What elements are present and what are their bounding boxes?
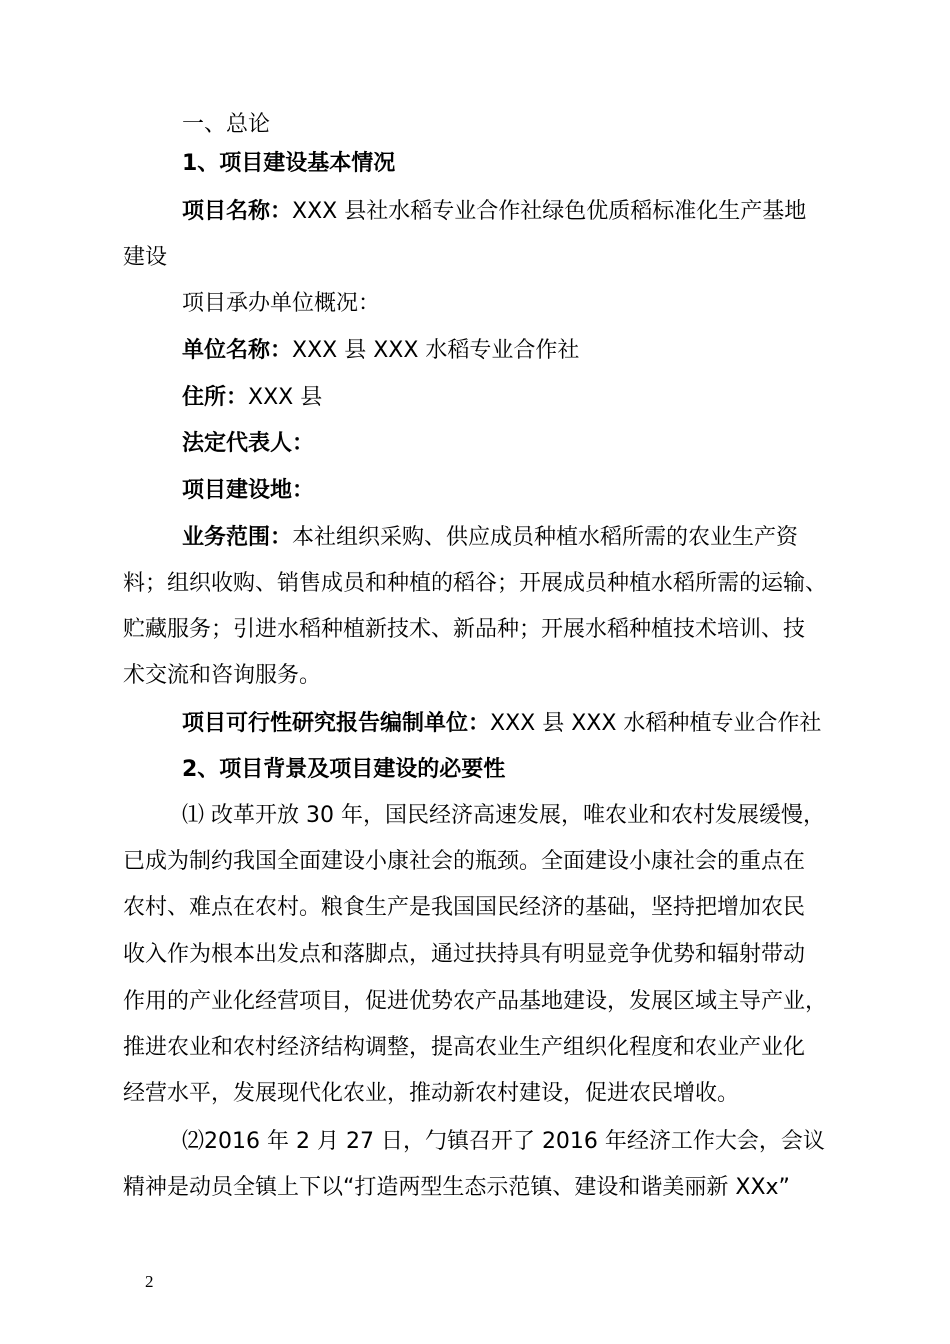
address-line bbox=[182, 382, 322, 414]
unit-name-label: 单位名称： bbox=[182, 338, 293, 363]
project-name-label: 项目名称： bbox=[182, 199, 293, 224]
paragraph-1-line-6: 推进农业和农村经济结构调整，提高农业生产组织化程度和农业产业化 bbox=[123, 1035, 806, 1060]
subsection-heading-background: 2、项目背景及项目建设的必要性 bbox=[182, 757, 506, 782]
paragraph-1-line-1: ⑴ 改革开放 30 年，国民经济高速发展，唯农业和农村发展缓慢， bbox=[182, 803, 825, 828]
business-scope-text: 本社组织采购、供应成员种植水稻所需的农业生产资 bbox=[292, 525, 799, 550]
report-unit-value: XXX 县 XXX 水稻种植专业合作社 bbox=[490, 711, 822, 736]
paragraph-1-line-3: 农村、难点在农村。粮食生产是我国国民经济的基础，坚持把增加农民 bbox=[123, 895, 806, 920]
business-scope-line bbox=[182, 522, 798, 554]
paragraph-2-line-2: 精神是动员全镇上下以“打造两型生态示范镇、建设和谐美丽新 XXx” bbox=[123, 1175, 790, 1200]
business-scope-line-2: 料；组织收购、销售成员和种植的稻谷；开展成员种植水稻所需的运输、 bbox=[123, 571, 828, 596]
business-scope-line-3: 贮藏服务；引进水稻种植新技术、新品种；开展水稻种植技术培训、技 bbox=[123, 617, 806, 642]
project-name-line bbox=[182, 196, 806, 228]
address-label: 住所： bbox=[182, 385, 249, 410]
paragraph-1-line-2: 已成为制约我国全面建设小康社会的瓶颈。全面建设小康社会的重点在 bbox=[123, 849, 806, 874]
report-unit-label: 项目可行性研究报告编制单位： bbox=[182, 711, 491, 736]
project-name-continuation: 建设 bbox=[123, 245, 168, 270]
address-value: XXX 县 bbox=[248, 385, 323, 410]
paragraph-1-line-4: 收入作为根本出发点和落脚点，通过扶持具有明显竞争优势和辐射带动 bbox=[123, 942, 806, 967]
construction-site-label: 项目建设地： bbox=[182, 478, 315, 503]
legal-representative-label: 法定代表人： bbox=[182, 431, 315, 456]
org-overview-heading: 项目承办单位概况： bbox=[182, 291, 381, 316]
paragraph-1-line-5: 作用的产业化经营项目，促进优势农产品基地建设，发展区域主导产业， bbox=[123, 989, 828, 1014]
paragraph-2-line-1: ⑵2016 年 2 月 27 日，勹镇召开了 2016 年经济工作大会，会议 bbox=[182, 1129, 825, 1154]
business-scope-line-4: 术交流和咨询服务。 bbox=[123, 663, 322, 688]
unit-name-line bbox=[182, 335, 579, 367]
business-scope-label: 业务范围： bbox=[182, 525, 293, 550]
report-unit-line bbox=[182, 708, 821, 740]
subsection-heading-basic-info: 1、项目建设基本情况 bbox=[182, 151, 396, 176]
page-number: 2 bbox=[145, 1272, 154, 1291]
section-heading-general: 一、总论 bbox=[182, 112, 271, 137]
paragraph-1-line-7: 经营水平，发展现代化农业，推动新农村建设，促进农民增收。 bbox=[123, 1081, 740, 1106]
project-name-value: XXX 县社水稻专业合作社绿色优质稻标准化生产基地 bbox=[292, 199, 807, 224]
unit-name-value: XXX 县 XXX 水稻专业合作社 bbox=[292, 338, 580, 363]
